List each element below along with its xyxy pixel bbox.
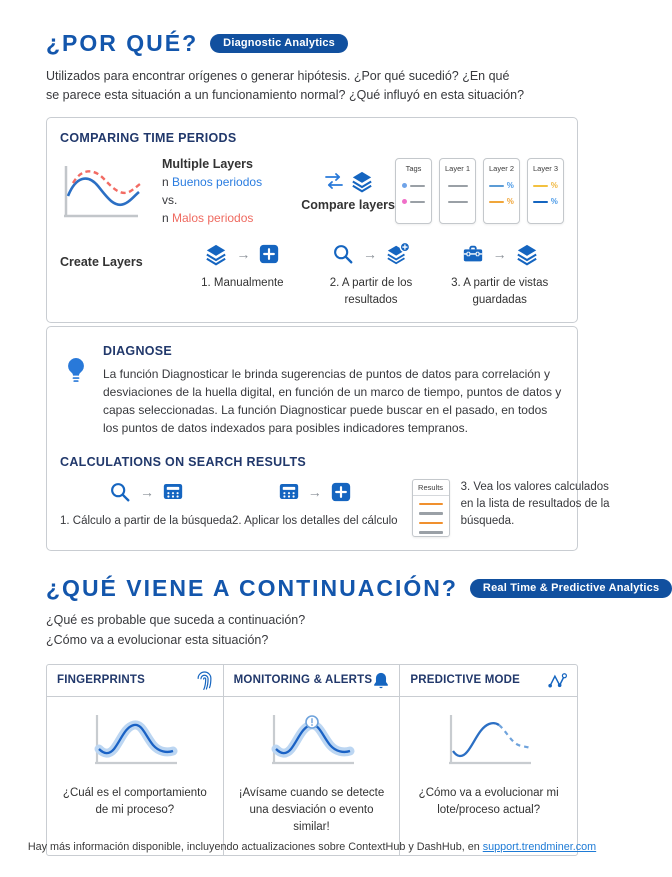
calculator-icon — [163, 483, 183, 500]
card-label: Layer 2 — [488, 163, 515, 173]
diagnose-description: La función Diagnosticar le brinda sugerencias de puntos de datos para correlación y desviaciones de la huella digital, en función de un marco de tiempo, puntos de datos y capas seleccionadas. La función Diagnosticar puede buscar en el pasado, en todos los puntos de datos indexados para posibles indicadores tempranos. — [103, 366, 562, 435]
percent-icon: % — [506, 180, 514, 190]
create-step-from-saved-views — [435, 241, 564, 308]
create-layers-row — [60, 241, 564, 308]
compare-layers-icons — [301, 170, 395, 192]
tag-line — [410, 201, 425, 204]
results-list-card — [412, 479, 450, 537]
multiple-layers-legend — [162, 155, 273, 228]
legend-card-tags — [395, 158, 432, 224]
step-icons — [332, 241, 410, 267]
create-layers-label: Create Layers — [60, 255, 143, 270]
layer-line — [533, 201, 548, 204]
why-header — [46, 30, 578, 57]
fingerprint-icon — [196, 671, 213, 690]
tag-dot-blue — [402, 183, 407, 188]
layer-line — [448, 185, 468, 188]
step-icons — [109, 479, 183, 505]
step-icons — [462, 241, 538, 267]
card-label: Tags — [405, 163, 422, 173]
predictive-icon — [548, 672, 567, 689]
column-header-label: FINGERPRINTS — [57, 674, 146, 687]
lightbulb-icon — [66, 357, 86, 437]
good-periods-line — [162, 173, 273, 209]
next-question-1: ¿Qué es probable que suceda a continuación? — [46, 612, 306, 627]
calc-step-view-results — [412, 479, 623, 537]
diagnose-content — [103, 344, 564, 437]
predictive-trend-chart — [441, 711, 536, 771]
comparing-time-periods-box — [46, 117, 578, 323]
why-title: ¿POR QUÉ? — [46, 30, 199, 56]
layer-cards — [395, 158, 564, 224]
column-header-label: PREDICTIVE MODE — [410, 674, 521, 687]
result-line — [419, 531, 443, 534]
predictive-mode-cell — [400, 697, 577, 855]
diagnose-row — [60, 340, 564, 437]
good-suffix: vs. — [162, 193, 178, 208]
next-header — [46, 574, 660, 602]
tag-row — [396, 199, 431, 205]
predictive-analytics-badge: Real Time & Predictive Analytics — [470, 579, 672, 598]
fingerprints-header — [47, 665, 224, 697]
good-periods-label: Buenos periodos — [172, 175, 263, 190]
step-label: 1. Manualmente — [201, 277, 284, 290]
tag-dot-pink — [402, 199, 407, 204]
result-line — [419, 512, 443, 515]
percent-icon: % — [550, 196, 558, 206]
calc-step-apply-details — [232, 479, 398, 527]
layer-row — [528, 180, 563, 190]
calc-step-label: 3. Vea los valores calculados en la lista de resultados de la búsqueda. — [460, 480, 610, 528]
create-step-from-results — [307, 241, 436, 308]
calc-step-from-search — [60, 479, 232, 527]
compare-layers-label: Compare layers — [301, 197, 395, 212]
result-line-highlight — [419, 503, 443, 506]
add-button-icon — [331, 482, 351, 502]
layer-row — [528, 196, 563, 206]
swap-arrows-icon — [324, 172, 344, 190]
layer-line — [533, 185, 548, 188]
result-line-highlight — [419, 522, 443, 525]
arrow-icon: → — [492, 246, 507, 263]
multiple-layers-row — [60, 155, 564, 228]
layers-icon — [516, 243, 538, 265]
predictive-mode-header — [400, 665, 577, 697]
legend-card-layer2 — [483, 158, 520, 224]
results-card-label: Results — [413, 480, 449, 496]
add-layer-icon — [386, 242, 410, 266]
bad-periods-label: Malos periodos — [172, 211, 254, 226]
layer-line — [448, 201, 468, 204]
footer — [0, 841, 624, 853]
monitoring-alerts-header — [224, 665, 401, 697]
diagnose-box — [46, 326, 610, 551]
bell-icon — [373, 671, 389, 690]
arrow-icon: → — [307, 483, 322, 500]
add-button-icon — [259, 244, 279, 264]
arrow-icon: → — [363, 246, 377, 263]
calculator-icon — [279, 483, 299, 500]
capability-matrix — [46, 664, 578, 856]
multiple-layers-title: Multiple Layers — [162, 156, 253, 171]
card-label: Layer 3 — [532, 163, 559, 173]
card-label: Layer 1 — [444, 163, 471, 173]
step-label: 3. A partir de vistas guardadas — [451, 277, 549, 306]
step-icons — [205, 241, 279, 267]
search-icon — [109, 481, 131, 503]
layers-icon — [351, 170, 373, 192]
comparing-title: COMPARING TIME PERIODS — [60, 130, 237, 145]
next-title: ¿QUÉ VIENE A CONTINUACIÓN? — [46, 574, 458, 601]
search-icon — [332, 243, 354, 265]
percent-icon: % — [550, 180, 558, 190]
why-description: Utilizados para encontrar orígenes o generar hipótesis. ¿Por qué sucedió? ¿En qué se parece esta situación a un funcionamiento normal? ¿Qué influyó en esta situación? — [46, 69, 525, 102]
column-caption: ¿Cuál es el comportamiento de mi proceso? — [62, 786, 207, 817]
step-icons — [279, 479, 351, 505]
next-question-2: ¿Cómo va a evolucionar esta situación? — [46, 633, 269, 648]
create-layers-steps — [178, 241, 564, 308]
calculations-title: CALCULATIONS ON SEARCH RESULTS — [60, 454, 307, 469]
support-link[interactable]: support.trendminer.com — [482, 841, 597, 853]
step-label: 2. A partir de los resultados — [329, 277, 413, 306]
arrow-icon: → — [236, 246, 251, 263]
tag-line — [410, 185, 425, 188]
toolbox-icon — [462, 243, 484, 265]
bad-prefix: n — [162, 211, 173, 226]
layer-row — [440, 183, 475, 189]
legend-card-layer1 — [439, 158, 476, 224]
calculations-row — [60, 479, 610, 537]
diagnostic-analytics-badge: Diagnostic Analytics — [210, 34, 348, 53]
column-caption: ¿Cómo va a evolucionar mi lote/proceso actual? — [418, 786, 559, 817]
calc-step-label: 2. Aplicar los detalles del cálculo — [231, 514, 398, 527]
layer-line — [489, 201, 504, 204]
layer-row — [484, 196, 519, 206]
good-prefix: n — [162, 175, 173, 190]
column-caption: ¡Avísame cuando se detecte una desviación o evento similar! — [238, 786, 385, 834]
fingerprints-cell — [47, 697, 224, 855]
bad-periods-line — [162, 209, 273, 227]
layer-row — [484, 180, 519, 190]
arrow-icon: → — [139, 483, 154, 500]
diagnose-title: DIAGNOSE — [103, 343, 173, 358]
legend-card-layer3 — [527, 158, 564, 224]
layer-line — [489, 185, 504, 188]
layers-icon — [205, 243, 227, 265]
multiple-layers-chart — [60, 162, 142, 220]
create-step-manual — [178, 241, 307, 308]
footer-text: Hay más información disponible, incluyendo actualizaciones sobre ContextHub y DashHub, en — [27, 841, 480, 853]
fingerprint-band-chart — [87, 711, 182, 771]
tag-row — [396, 183, 431, 189]
monitoring-alerts-cell — [224, 697, 401, 855]
column-header-label: MONITORING & ALERTS — [233, 674, 373, 687]
compare-layers-block — [301, 170, 395, 212]
calc-step-label: 1. Cálculo a partir de la búsqueda — [60, 514, 232, 527]
layer-row — [440, 199, 475, 205]
monitoring-alert-chart — [264, 711, 359, 771]
percent-icon: % — [506, 196, 514, 206]
